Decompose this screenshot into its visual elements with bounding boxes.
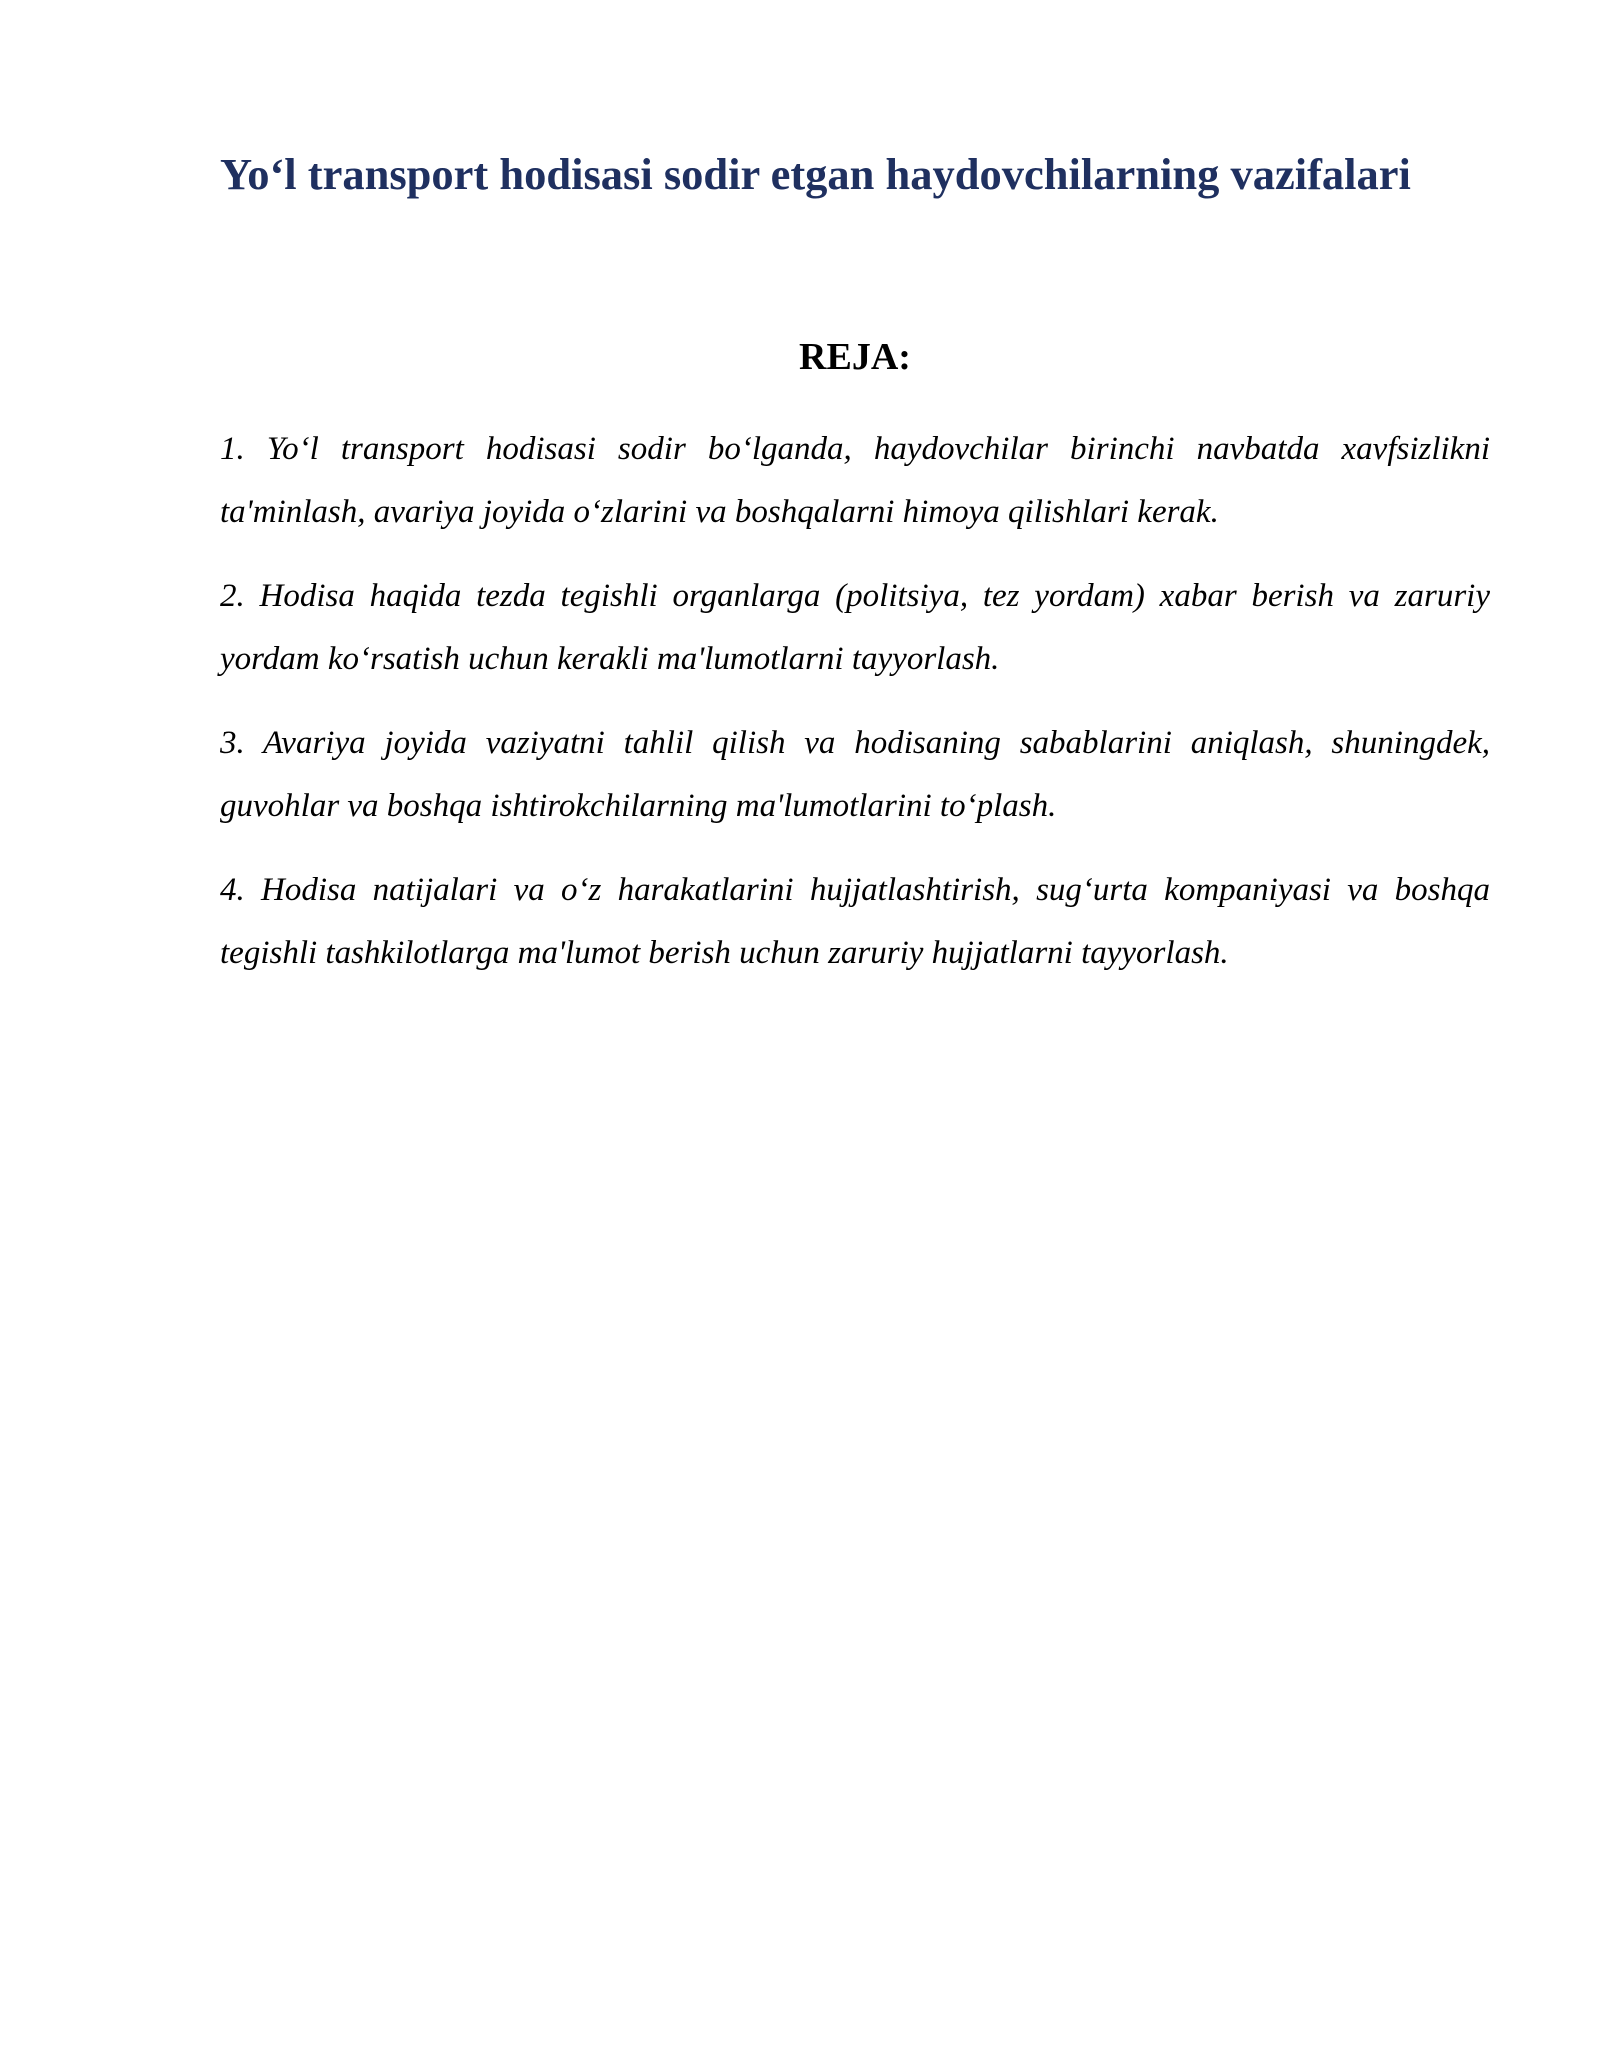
plan-item-1: 1. Yo‘l transport hodisasi sodir bo‘lganda, haydovchilar birinchi navbatda xavfsizlikni ta'minlash, avariya joyida o‘zlarini va boshqalarni himoya qilishlari kerak. xyxy=(220,431,1490,530)
plan-item-2: 2. Hodisa haqida tezda tegishli organlarga (politsiya, tez yordam) xabar berish va zaruriy yordam ko‘rsatish uchun kerakli ma'lumotlarni tayyorlash. xyxy=(220,578,1490,677)
document-title: Yo‘l transport hodisasi sodir etgan haydovchilarning vazifalari xyxy=(220,149,1411,199)
plan-list xyxy=(220,418,1490,1006)
plan-item-3: 3. Avariya joyida vaziyatni tahlil qilish va hodisaning sabablarini aniqlash, shuningdek, guvohlar va boshqa ishtirokchilarning ma'lumotlarini to‘plash. xyxy=(220,725,1490,824)
plan-item-4: 4. Hodisa natijalari va o‘z harakatlarini hujjatlashtirish, sug‘urta kompaniyasi va boshqa tegishli tashkilotlarga ma'lumot berish uchun zaruriy hujjatlarni tayyorlash. xyxy=(220,872,1490,971)
plan-heading: REJA: xyxy=(799,336,911,378)
